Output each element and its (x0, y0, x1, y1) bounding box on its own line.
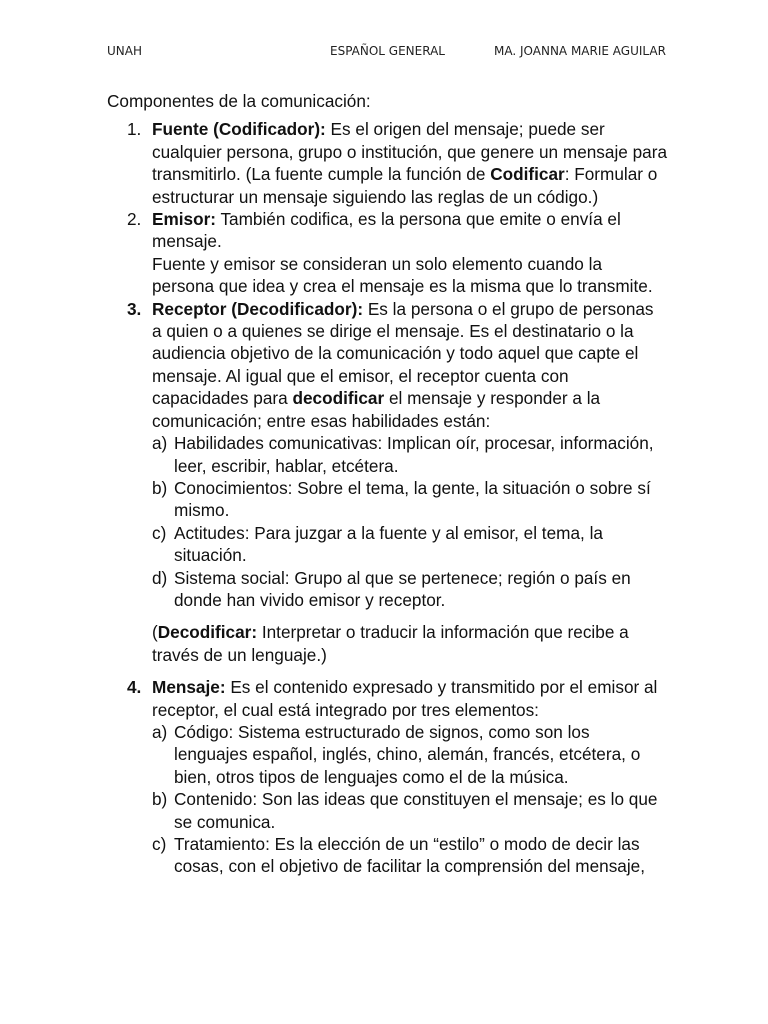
item-text (152, 118, 667, 208)
note-open-paren: ( (152, 622, 158, 643)
sub-item-letter: a) (152, 721, 168, 742)
header-course: ESPAÑOL GENERAL (330, 44, 445, 58)
note-text: Interpretar o traducir la información que recibe a través de un lenguaje.) (152, 622, 629, 665)
sub-item (152, 721, 667, 788)
item-body-cont: : Formular o estructurar un mensaje siguiendo las reglas de un código.) (152, 164, 658, 207)
list-item-fuente (107, 118, 667, 208)
page-header (0, 44, 768, 64)
item-body: Es el origen del mensaje; puede ser cualquier persona, grupo o institución, que genere un mensaje para transmitirlo. (La fuente cumple la función de (152, 119, 668, 185)
item-keyword: decodificar (292, 388, 385, 409)
item-extra-paragraph: Fuente y emisor se consideran un solo elemento cuando la persona que idea y crea el mensaje es la misma que lo transmite. (152, 253, 653, 297)
sub-item-letter: b) (152, 789, 168, 810)
item-body: También codifica, es la persona que emite o envía el mensaje. (152, 209, 621, 252)
item-title: Receptor (Decodificador): (152, 298, 364, 319)
sub-item (152, 432, 667, 477)
sub-item-text: Código: Sistema estructurado de signos, como son los lenguajes español, inglés, chino, alemán, francés, etcétera, o bien, otros tipos de lenguajes como el de la música. (174, 721, 641, 787)
item-text (152, 298, 667, 432)
sub-item-text: Actitudes: Para juzgar a la fuente y al emisor, el tema, la situación. (174, 522, 603, 566)
item-body: Es el contenido expresado y transmitido por el emisor al receptor, el cual está integrado por tres elementos: (152, 677, 658, 720)
sub-item (152, 567, 667, 612)
header-author: MA. JOANNA MARIE AGUILAR (494, 44, 666, 58)
list-item-receptor (107, 298, 667, 667)
item-keyword: Codificar (490, 164, 565, 185)
item-body-cont: el mensaje y responder a la comunicación; entre esas habilidades están: (152, 388, 601, 431)
sub-item-letter: c) (152, 834, 167, 854)
header-institution: UNAH (107, 44, 142, 58)
item-title: Fuente (Codificador): (152, 119, 326, 140)
sub-item (152, 477, 667, 522)
item-number: 4. (127, 677, 142, 698)
sub-item (152, 788, 667, 833)
sub-item-letter: d) (152, 567, 168, 588)
list-item-mensaje (107, 676, 667, 878)
item-number: 2. (127, 209, 142, 230)
sub-item-text: Habilidades comunicativas: Implican oír, procesar, información, leer, escribir, hablar, etcétera. (174, 433, 654, 476)
sub-item-letter: c) (152, 522, 167, 543)
item-title: Mensaje: (152, 677, 226, 698)
sub-item (152, 833, 667, 878)
item-title: Emisor: (152, 209, 216, 230)
document-body (107, 90, 667, 878)
item-body: Es la persona o el grupo de personas a quien o a quienes se dirige el mensaje. Es el destinatario o la audiencia objetivo de la comunicación y todo aquel que capte el mensaje. Al igual que el emisor, el receptor cuenta con capacidades para (152, 298, 654, 409)
item-text (152, 208, 667, 253)
sub-item-text: Tratamiento: Es la elección de un “estilo” o modo de decir las cosas, con el objetivo de facilitar la comprensión del mensaje, (174, 834, 645, 877)
item-text (152, 676, 667, 721)
sub-item-text: Conocimientos: Sobre el tema, la gente, la situación o sobre sí mismo. (174, 477, 651, 521)
section-intro: Componentes de la comunicación: (107, 91, 371, 111)
sub-item-letter: b) (152, 477, 168, 498)
list-item-emisor (107, 208, 667, 298)
note-keyword: Decodificar: (157, 622, 258, 643)
item-number: 1. (127, 119, 142, 140)
definition-note (152, 621, 667, 666)
sub-item-text: Sistema social: Grupo al que se pertenece; región o país en donde han vivido emisor y receptor. (174, 567, 631, 610)
sub-item-letter: a) (152, 433, 168, 454)
item-number: 3. (127, 298, 142, 319)
sub-item (152, 522, 667, 567)
sub-item-text: Contenido: Son las ideas que constituyen el mensaje; es lo que se comunica. (174, 789, 658, 832)
